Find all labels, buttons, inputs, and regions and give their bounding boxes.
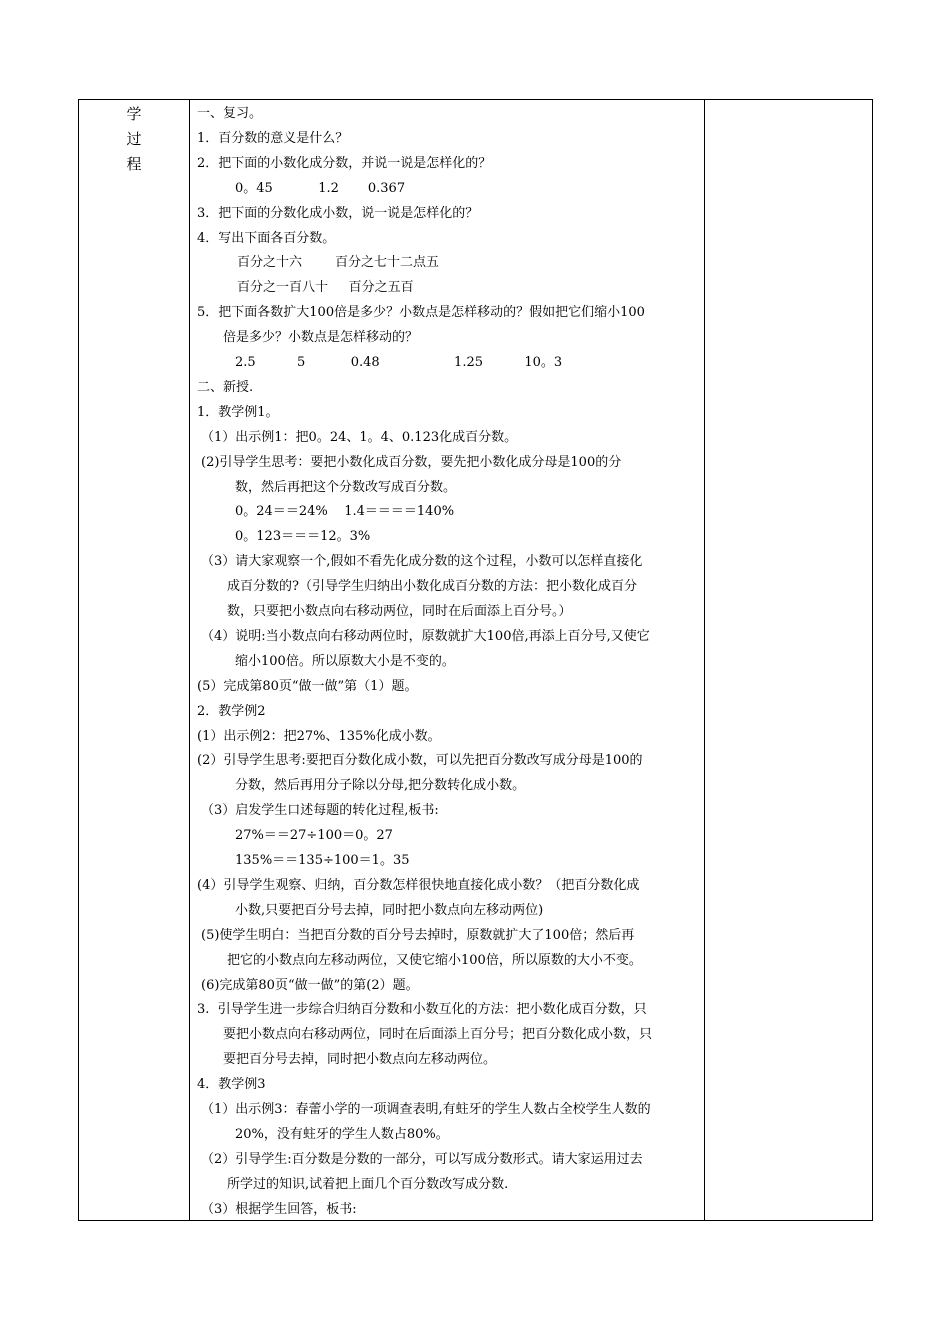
content-line: 3. 引导学生进一步综合归纳百分数和小数互化的方法：把小数化成百分数，只 (197, 1002, 647, 1018)
content-line: 0。24＝＝24% 1.4＝＝＝＝140% (235, 504, 455, 520)
content-line: 2.5 5 0.48 1.25 10。3 (235, 355, 563, 370)
content-line: 百分之十六 百分之七十二点五 (237, 255, 440, 271)
content-line: 成百分数的?（引导学生归纳出小数化成百分数的方法：把小数化成百分 (227, 579, 637, 595)
content-line: 0。45 1.2 0.367 (235, 180, 406, 196)
content-line: （3）根据学生回答，板书: (201, 1201, 357, 1217)
content-line: 要把百分号去掉，同时把小数点向左移动两位。 (223, 1052, 497, 1068)
content-line: 1．百分数的意义是什么？ (197, 130, 349, 146)
content-line: （1）出示例1：把0。24、1。4、0.123化成百分数。 (201, 429, 518, 445)
content-line: 2．教学例2 (197, 703, 266, 719)
content-line: （4）说明:当小数点向右移动两位时，原数就扩大100倍,再添上百分号,又使它 (201, 628, 650, 644)
lesson-table (78, 99, 873, 1221)
content-line: 135%＝＝135÷100＝1。35 (235, 853, 410, 868)
content-line: （2）引导学生:百分数是分数的一部分，可以写成分数形式。请大家运用过去 (201, 1151, 643, 1167)
content-line: 要把小数点向右移动两位，同时在后面添上百分号；把百分数化成小数，只 (223, 1027, 653, 1043)
content-line: 27%＝＝27÷100＝0。27 (235, 828, 393, 844)
content-line: (6)完成第80页“做一做”的第(2）题。 (201, 977, 419, 993)
content-line: 5．把下面各数扩大100倍是多少？小数点是怎样移动的？假如把它们缩小100 (197, 305, 645, 321)
content-line: 百分之一百八十 百分之五百 (237, 280, 414, 296)
content-line: （1）出示例3：春蕾小学的一项调查表明,有蛀牙的学生人数占全校学生人数的 (201, 1102, 651, 1117)
content-line: 二、新授. (197, 379, 254, 395)
notes-column (705, 100, 872, 1220)
content-line: (5)使学生明白：当把百分数的百分号去掉时，原数就扩大了100倍；然后再 (201, 927, 635, 943)
content-line: （3）启发学生口述每题的转化过程,板书: (201, 803, 439, 819)
content-line: 数，只要把小数点向右移动两位，同时在后面添上百分号。） (227, 604, 572, 619)
content-line: 一、复习。 (197, 106, 263, 121)
content-line: 2．把下面的小数化成分数，并说一说是怎样化的？ (197, 155, 492, 171)
section-label-char: 过 (126, 130, 142, 148)
content-line: (5）完成第80页“做一做”第（1）题。 (197, 678, 418, 694)
content-line: (2）引导学生思考:要把百分数化成小数，可以先把百分数改写成分母是100的 (197, 753, 643, 769)
content-line: 所学过的知识,试着把上面几个百分数改写成分数. (227, 1176, 509, 1192)
content-line: 分数，然后再用分子除以分母,把分数转化成小数。 (235, 778, 526, 794)
content-line: 缩小100倍。所以原数大小是不变的。 (235, 653, 455, 669)
content-line: 4．写出下面各百分数。 (197, 230, 336, 246)
content-line: (1）出示例2：把27%、135%化成小数。 (197, 728, 441, 744)
content-line: (4）引导学生观察、归纳，百分数怎样很快地直接化成小数？（把百分数化成 (197, 877, 640, 893)
section-label-char: 程 (126, 155, 142, 173)
content-line: 0。123＝＝＝12。3% (235, 529, 371, 545)
column-divider-left (189, 100, 190, 1220)
content-line: 3．把下面的分数化成小数，说一说是怎样化的？ (197, 205, 479, 221)
content-line: 20%，没有蛀牙的学生人数占80%。 (235, 1126, 449, 1142)
content-line: 4．教学例3 (197, 1077, 266, 1093)
content-line: 小数,只要把百分号去掉，同时把小数点向左移动两位) (235, 902, 544, 918)
content-line: 1．教学例1。 (197, 404, 279, 420)
content-line: 数，然后再把这个分数改写成百分数。 (235, 479, 457, 495)
content-line: 把它的小数点向左移动两位，又使它缩小100倍，所以原数的大小不变。 (227, 952, 642, 968)
content-line: (2)引导学生思考：要把小数化成百分数，要先把小数化成分母是100的分 (201, 454, 622, 470)
content-line: 倍是多少？小数点是怎样移动的？ (223, 330, 419, 346)
section-label-char: 学 (126, 105, 142, 123)
content-line: （3）请大家观察一个,假如不看先化成分数的这个过程，小数可以怎样直接化 (201, 554, 643, 570)
